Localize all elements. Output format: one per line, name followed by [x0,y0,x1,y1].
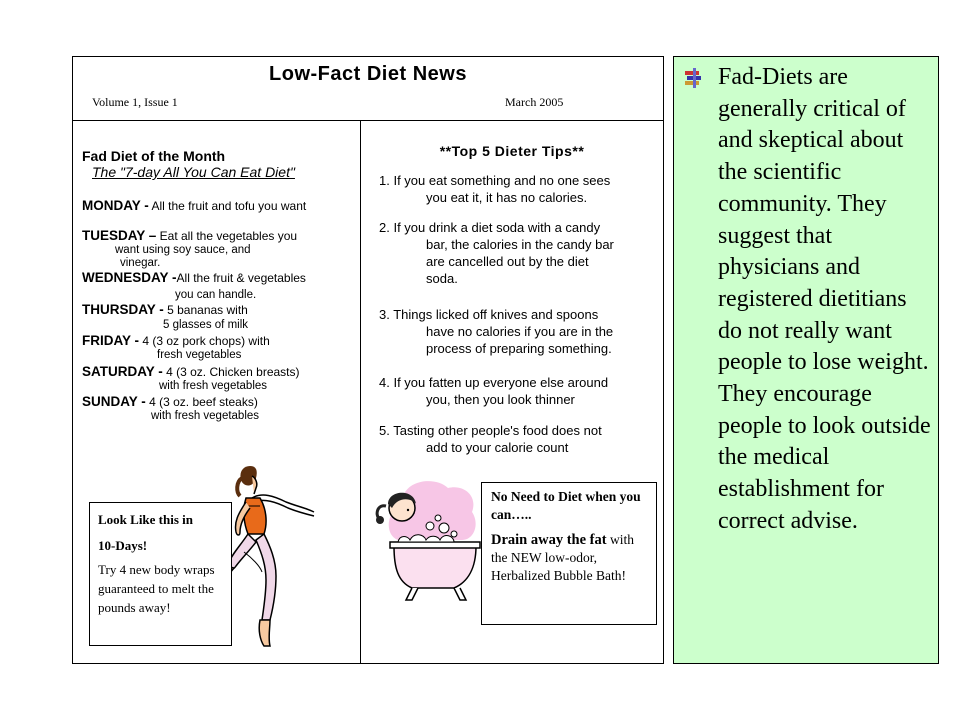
bubble-bath-ad [481,482,657,625]
diet-day-friday: FRIDAY - 4 (3 oz pork chops) with [82,333,270,348]
tip-item: 4. If you fatten up everyone else around you, then you look thinner [379,375,609,407]
header-divider [72,120,664,121]
diet-day-saturday-cont: with fresh vegetables [159,380,268,392]
issue-date: March 2005 [505,95,564,109]
look-like-this-ad [89,502,232,646]
tip-item: 1. If you eat something and no one sees you eat it, it has no calories. [379,173,611,205]
diet-day-monday: MONDAY - All the fruit and tofu you want [82,198,307,213]
diet-day-tuesday-cont: want using soy sauce, and [115,244,251,256]
diet-day-tuesday-cont: vinegar. [120,257,161,269]
bathtub-illustration [368,474,483,609]
ad-line-2: 10-Days! [98,538,148,553]
fad-diet-heading: Fad Diet of the Month [82,148,226,164]
diet-day-wednesday-cont: you can handle. [175,289,257,301]
diet-day-sunday-cont: with fresh vegetables [151,410,260,422]
bath-headline: No Need to Diet when you can….. [491,489,641,522]
diet-day-friday-cont: fresh vegetables [157,349,242,361]
tip-item: 3. Things licked off knives and spoons have no calories if you are in the process of preparing something. [379,307,614,356]
dancer-illustration [222,462,332,652]
diet-day-thursday: THURSDAY - 5 bananas with [82,302,248,317]
column-divider [360,120,361,664]
bath-body: Drain away the fat with the NEW low-odor, Herbalized Bubble Bath! [491,532,634,583]
tip-item: 2. If you drink a diet soda with a candy bar, the calories in the candy bar are cancelled out by the diet soda. [379,220,614,286]
fad-diet-name: The "7-day All You Can Eat Diet" [92,164,295,180]
diet-day-sunday: SUNDAY - 4 (3 oz. beef steaks) [82,394,258,409]
diet-day-saturday: SATURDAY - 4 (3 oz. Chicken breasts) [82,364,300,379]
ad-line-1: Look Like this in [98,512,194,527]
diet-day-wednesday: WEDNESDAY -All the fruit & vegetables [82,270,306,285]
volume-issue: Volume 1, Issue 1 [92,95,178,109]
tips-title: **Top 5 Dieter Tips** [439,143,585,159]
newsletter-title: Low-Fact Diet News [269,63,467,85]
tip-item: 5. Tasting other people's food does not add to your calorie count [379,423,602,455]
ad-line-3: Try 4 new body wraps guaranteed to melt the pounds away! [98,562,215,615]
stacked-bars-bullet-icon [683,68,705,88]
side-panel-text: Fad-Diets are generally critical of and skeptical about the scientific community. They suggest that physicians and registered dietitians do not really want people to lose weight. They encourage people to look outside the medical establishment for correct advise. [718,64,931,534]
diet-day-thursday-cont: 5 glasses of milk [163,319,249,331]
diet-day-tuesday: TUESDAY – Eat all the vegetables you [82,228,298,243]
